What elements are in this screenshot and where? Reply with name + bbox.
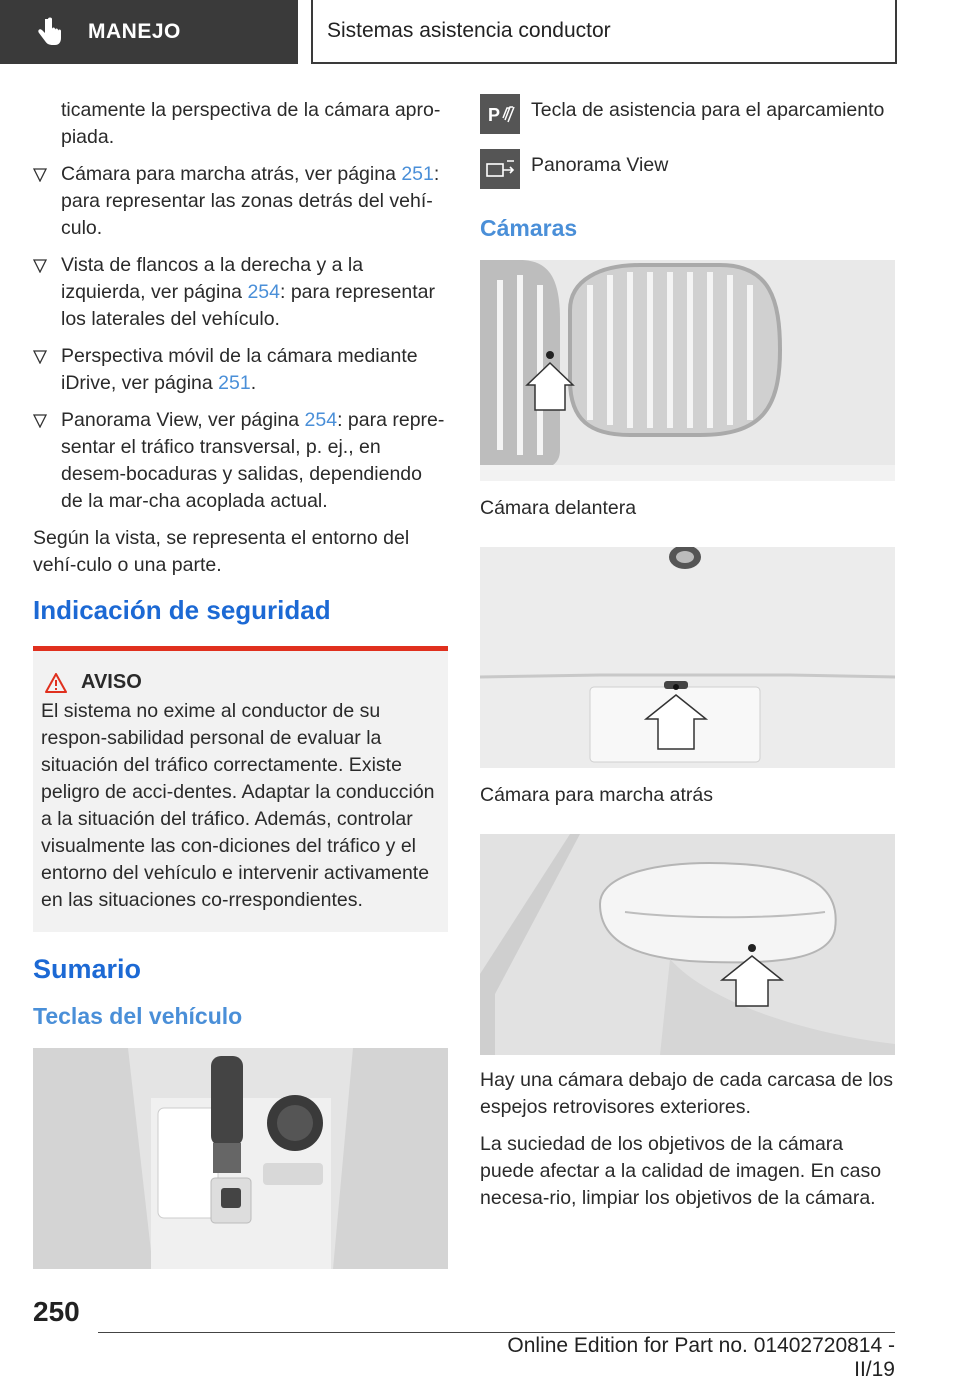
front-camera-image <box>480 260 895 481</box>
rear-camera-image <box>480 547 895 768</box>
panorama-view-icon <box>480 149 520 189</box>
svg-text:P: P <box>488 105 501 125</box>
triangle-bullet-icon <box>33 414 47 428</box>
center-console-image <box>33 1048 448 1269</box>
triangle-bullet-icon <box>33 259 47 273</box>
key-label: Panorama View <box>531 154 669 176</box>
body-paragraph: Según la vista, se representa el entorno del vehí-culo o una parte. <box>33 527 410 576</box>
page-link[interactable]: 254 <box>247 281 280 303</box>
body-paragraph: La suciedad de los objetivos de la cámara puede afectar a la calidad de imagen. En caso necesa-rio, limpiar los objetivos de la cámara. <box>480 1133 882 1209</box>
triangle-bullet-icon <box>33 168 47 182</box>
bullet-item: Vista de flancos a la derecha y a la izquierda, ver página 254: para representar los laterales del vehículo. <box>33 252 448 333</box>
cameras-heading: Cámaras <box>480 215 578 241</box>
keys-heading: Teclas del vehículo <box>33 1003 243 1029</box>
chapter-tab <box>311 0 897 64</box>
side-mirror-camera-image <box>480 834 895 1055</box>
warning-box <box>33 651 448 932</box>
footer-rule <box>98 1332 895 1333</box>
left-column <box>33 97 448 1269</box>
parking-assist-icon <box>480 94 520 134</box>
key-row <box>480 97 895 134</box>
body-paragraph: Hay una cámara debajo de cada carcasa de los espejos retrovisores exteriores. <box>480 1069 894 1118</box>
warning-title: AVISO <box>41 669 440 696</box>
key-label: Tecla de asistencia para el aparcamiento <box>531 99 885 121</box>
edition-text: Online Edition for Part no. 01402720814 - II/19 <box>507 1334 895 1381</box>
bullet-item: Perspectiva móvil de la cámara mediante iDrive, ver página 251. <box>33 343 448 397</box>
warning-triangle-icon <box>45 673 67 693</box>
page-link[interactable]: 254 <box>304 409 338 431</box>
page-link[interactable]: 251 <box>218 372 251 394</box>
bullet-item: Panorama View, ver página 254: para repre-sentar el tráfico transversal, p. ej., en desem-bocaduras y salidas, dependiendo de la mar-cha acoplada actual. <box>33 407 448 515</box>
key-row <box>480 152 895 189</box>
summary-heading: Sumario <box>33 954 142 984</box>
page-number: 250 <box>33 1296 80 1327</box>
continued-text: ticamente la perspectiva de la cámara apro-piada. <box>61 99 441 148</box>
safety-heading: Indicación de seguridad <box>33 595 331 625</box>
section-tab <box>0 0 298 64</box>
caption: Cámara para marcha atrás <box>480 784 714 806</box>
steering-hand-icon <box>36 17 62 47</box>
page-link[interactable]: 251 <box>401 163 434 185</box>
bullet-item: Cámara para marcha atrás, ver página 251: para representar las zonas detrás del vehí-culo. <box>33 161 448 242</box>
caption: Cámara delantera <box>480 497 637 519</box>
right-column <box>480 97 895 1222</box>
chapter-title: Sistemas asistencia conductor <box>327 19 611 42</box>
section-title: MANEJO <box>88 20 181 43</box>
warning-text: El sistema no exime al conductor de su respon-sabilidad personal de evaluar la situación del tráfico correctamente. Existe peligro de acci-dentes. Adaptar la conducción a la situación del tráfico. Además, controlar visualmente las con-diciones del tráfico y el entorno del vehículo e intervenir activamente en las situaciones co-rrespondientes. <box>41 700 435 911</box>
triangle-bullet-icon <box>33 350 47 364</box>
